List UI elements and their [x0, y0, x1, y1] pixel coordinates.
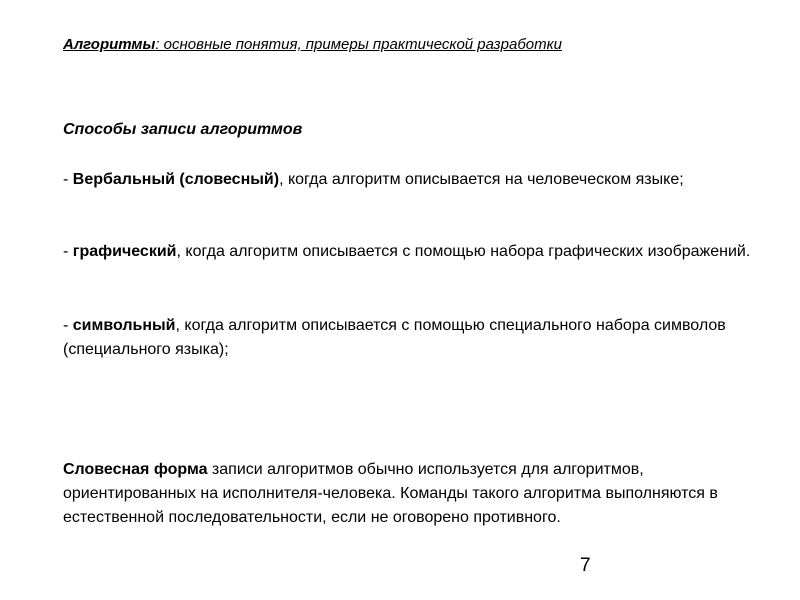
- note-term: Словесная форма: [63, 461, 208, 478]
- list-item-dash: -: [63, 171, 73, 188]
- list-item-dash: -: [63, 243, 73, 260]
- list-item-graphic: [63, 240, 753, 264]
- header-title-bold: Алгоритмы: [63, 36, 156, 53]
- list-item-term: символьный: [72, 317, 176, 334]
- header-title-rest: : основные понятия, примеры практической разработки: [155, 36, 563, 53]
- list-item-symbolic: [63, 314, 753, 362]
- verbal-form-note: [63, 458, 753, 530]
- list-item-dash: -: [63, 317, 73, 334]
- list-item-term: Вербальный (словесный): [72, 171, 280, 188]
- list-item-text: , когда алгоритм описывается с помощью специального набора символов (специального языка);: [63, 317, 726, 358]
- page-number: 7: [580, 555, 591, 576]
- note-text: записи алгоритмов обычно используется для алгоритмов, ориентированных на исполнителя-человека. Команды такого алгоритма выполняются в естественной последовательности, если не оговорено противного.: [63, 461, 718, 526]
- list-item-text: , когда алгоритм описывается на человеческом языке;: [279, 171, 684, 188]
- list-item-term: графический: [72, 243, 177, 260]
- section-title: Способы записи алгоритмов: [63, 121, 303, 138]
- list-item-text: , когда алгоритм описывается с помощью набора графических изображений.: [176, 243, 751, 260]
- list-item-verbal: [63, 168, 753, 192]
- slide-header: [63, 36, 562, 53]
